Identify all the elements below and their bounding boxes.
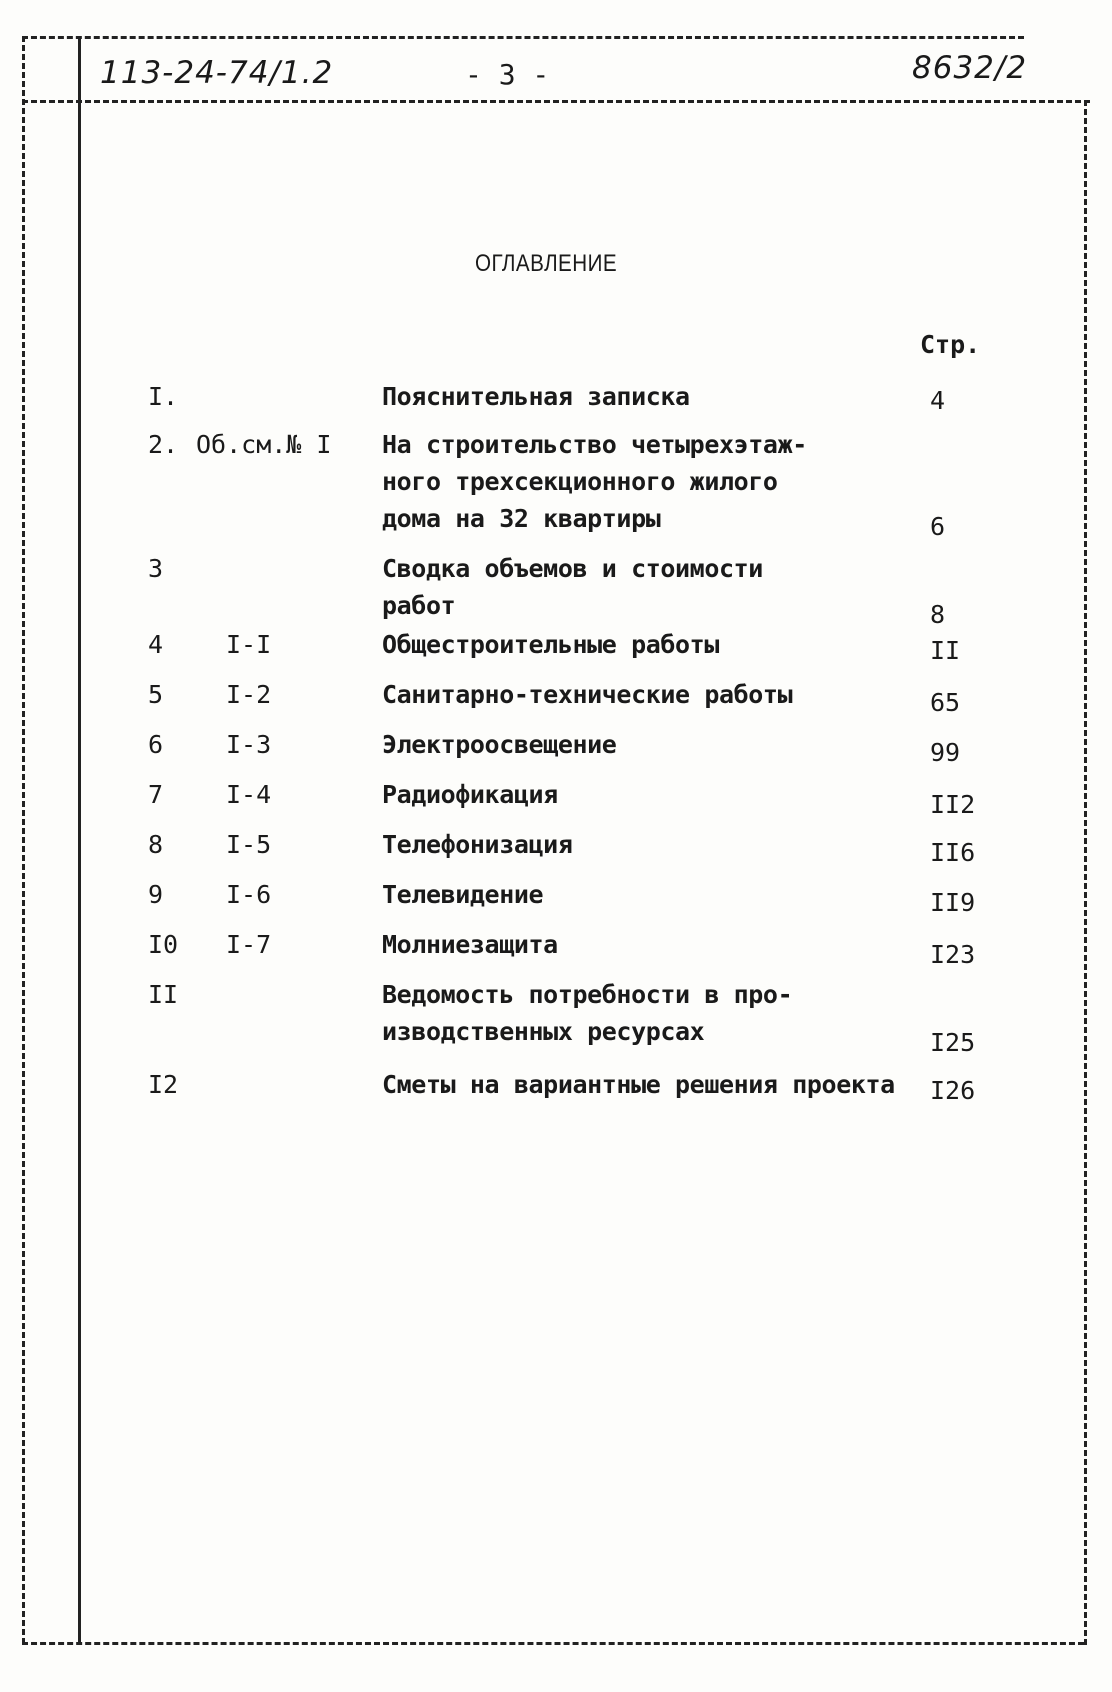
entry-title: Сметы на вариантные решения проекта [382,1070,895,1099]
entry-number: 3 [148,554,164,583]
entry-code: I-7 [226,930,272,959]
entry-number: 5 [148,680,164,709]
entry-title: Ведомость потребности в про- изводственных ресурсах [382,980,793,1046]
entry-number: 2. [148,430,179,459]
entry-number: 9 [148,880,164,909]
page-number: - 3 - [465,58,550,91]
page-column-label: Стр. [920,330,981,359]
entry-number: 6 [148,730,164,759]
entry-page: II9 [930,888,976,917]
entry-number: 4 [148,630,164,659]
entry-page: 4 [930,386,946,415]
entry-number: I0 [148,930,179,959]
entry-title: Санитарно-технические работы [382,680,793,709]
entry-page: I25 [930,1028,976,1057]
page-title: ОГЛАВЛЕНИЕ [475,250,618,277]
sheet-code: 8632/2 [912,50,1028,86]
entry-code: I-I [226,630,272,659]
entry-page: 99 [930,738,961,767]
entry-code: I-2 [226,680,272,709]
entry-number: I2 [148,1070,179,1099]
entry-number: I. [148,382,179,411]
entry-number: II [148,980,179,1009]
entry-code: I-5 [226,830,272,859]
entry-page: 8 [930,600,946,629]
entry-number: 7 [148,780,164,809]
entry-code: I-4 [226,780,272,809]
entry-page: I23 [930,940,976,969]
entry-title: Пояснительная записка [382,382,690,411]
entry-title: Молниезащита [382,930,558,959]
entry-number: 8 [148,830,164,859]
entry-code: I-3 [226,730,272,759]
entry-code: I-6 [226,880,272,909]
entry-title: Электроосвещение [382,730,617,759]
entry-title: Радиофикация [382,780,558,809]
entry-title: Телевидение [382,880,544,909]
entry-title: На строительство четырехэтаж- ного трехсекционного жилого дома на 32 квартиры [382,430,807,533]
entry-page: 6 [930,512,946,541]
entry-page: II [930,636,961,665]
entry-page: II6 [930,838,976,867]
entry-page: 65 [930,688,961,717]
entry-code: Об.см.№ I [196,430,332,459]
entry-title: Сводка объемов и стоимости работ [382,554,763,620]
entry-page: I26 [930,1076,976,1105]
document-code: 113-24-74/1.2 [100,55,334,91]
entry-title: Телефонизация [382,830,573,859]
entry-page: II2 [930,790,976,819]
entry-title: Общестроительные работы [382,630,719,659]
